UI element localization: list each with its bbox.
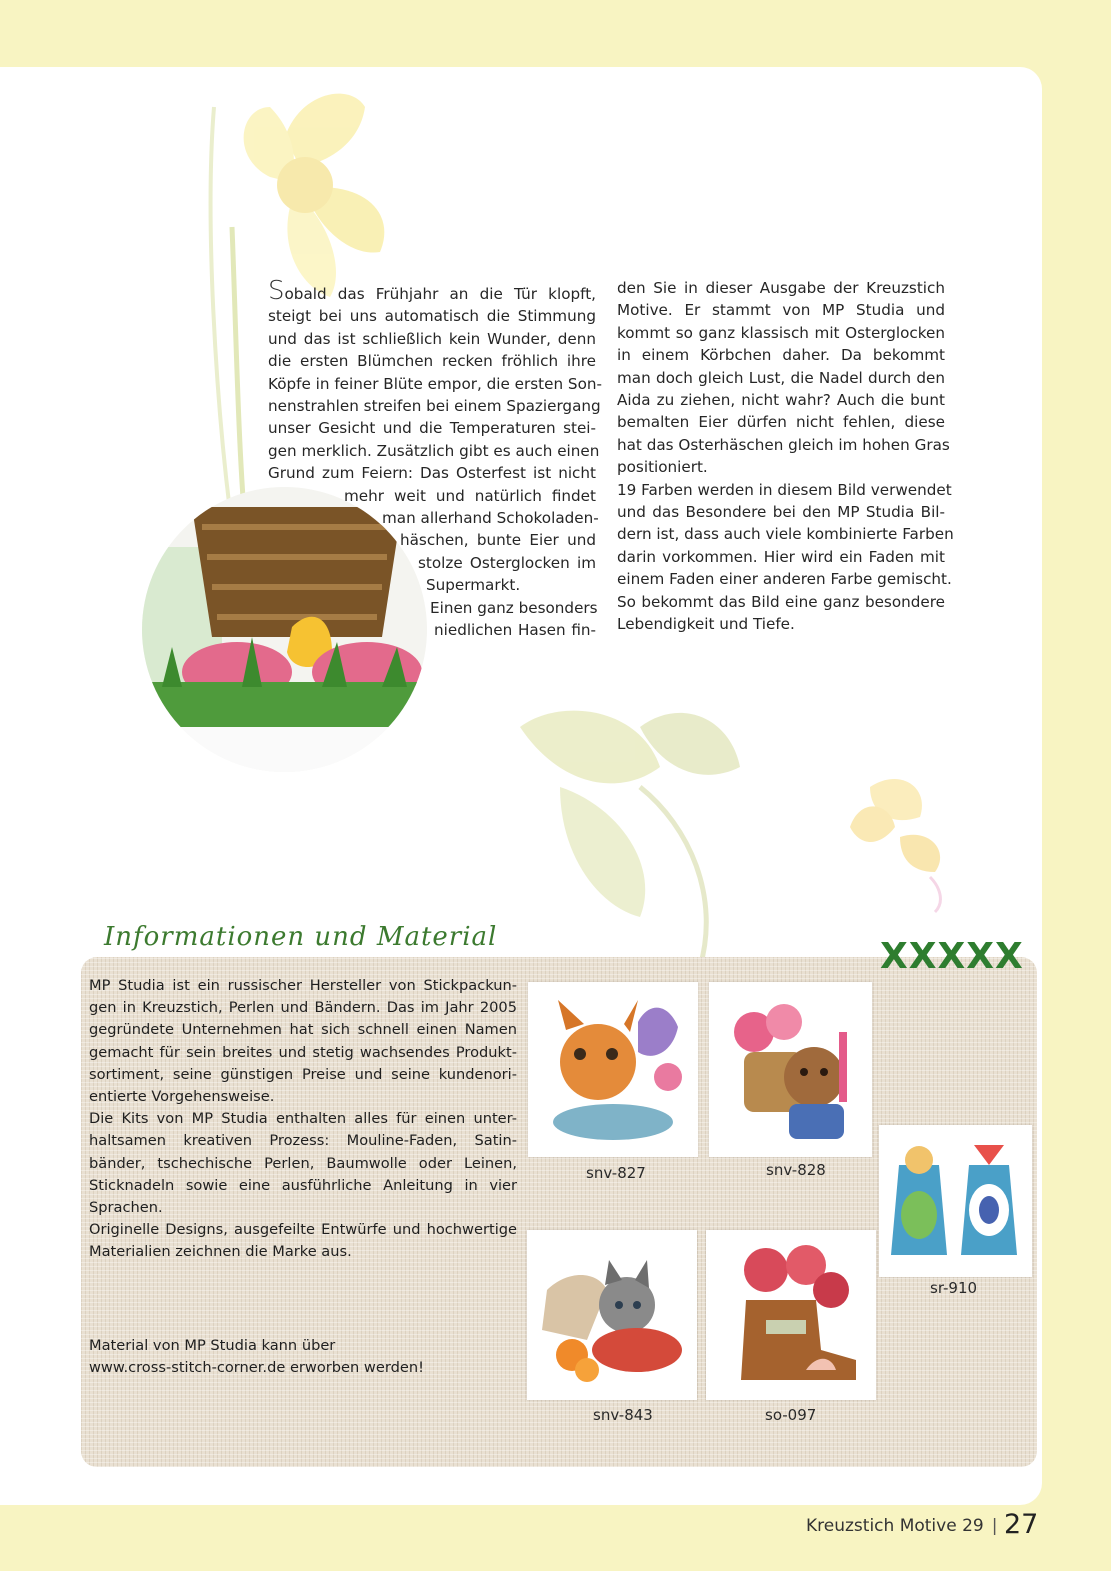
article-line: bemalten Eier dürfen nicht fehlen, diese — [617, 413, 945, 432]
info-line: Sprachen. — [89, 1199, 163, 1217]
footer-separator: | — [991, 1516, 998, 1536]
material-source-note — [89, 1335, 509, 1379]
article-line: Köpfe in feiner Blüte empor, die ersten Son- — [268, 374, 602, 393]
article-line: mehr weit und natürlich findet — [344, 486, 596, 505]
article-line: man allerhand Schokoladen- — [382, 509, 599, 528]
page-number: 27 — [1004, 1509, 1039, 1540]
info-line: gegründete Unternehmen hat sich schnell einen Namen — [89, 1021, 517, 1039]
boot-flowers-motif-image — [706, 1230, 876, 1400]
product-code-label: so-097 — [765, 1406, 817, 1424]
info-line: Materialien zeichnen die Marke aus. — [89, 1243, 352, 1261]
article-column-2 — [617, 277, 954, 636]
article-line: kommt so ganz klassisch mit Osterglocken — [617, 323, 945, 342]
kitten-motif-image — [527, 1230, 697, 1400]
product-code-label: snv-827 — [586, 1164, 646, 1182]
info-description — [89, 975, 517, 1264]
article-line: man doch gleich Lust, die Nadel durch den — [617, 368, 945, 387]
info-line: sortiment, seine günstigen Preise und seine kundenori- — [89, 1065, 517, 1083]
article-line-text: obald das Frühjahr an die Tür klopft, — [284, 285, 596, 303]
page-footer — [806, 1516, 1005, 1536]
article-line: einem Faden einer anderen Farbe gemischt. — [617, 570, 952, 589]
article-line: die ersten Blümchen recken fröhlich ihre — [268, 352, 596, 371]
article-line: dern ist, dass auch viele kombinierte Farben — [617, 525, 954, 544]
product-image-snv-827[interactable] — [528, 982, 698, 1157]
info-line: bänder, tschechische Perlen, Baumwolle oder Leinen, — [89, 1154, 517, 1172]
fox-motif-image — [528, 982, 698, 1157]
product-image-snv-843[interactable] — [527, 1230, 697, 1400]
article-line: stolze Osterglocken im — [418, 553, 596, 572]
article-line: nenstrahlen streifen bei einem Spaziergang — [268, 397, 601, 416]
article-line: und das ist schließlich kein Wunder, denn — [268, 329, 596, 348]
info-line: haltsamen kreativen Prozess: Mouline-Faden, Satin- — [89, 1132, 517, 1150]
article-line: So bekommt das Bild eine ganz besondere — [617, 592, 945, 611]
article-line: positioniert. — [617, 458, 708, 477]
article-line: gen merklich. Zusätzlich gibt es auch einen — [268, 441, 600, 460]
magazine-title: Kreuzstich Motive 29 — [806, 1516, 984, 1536]
article-line: in einem Körbchen daher. Da bekommt — [617, 346, 945, 365]
info-line: entierte Vorgehensweise. — [89, 1088, 275, 1106]
article-line — [268, 276, 596, 306]
product-image-snv-828[interactable] — [709, 982, 872, 1157]
difficulty-rating: XXXXX — [880, 936, 1024, 977]
article-line: hat das Osterhäschen gleich im hohen Gras — [617, 435, 950, 454]
article-line: Supermarkt. — [426, 576, 521, 595]
material-line: Material von MP Studia kann über — [89, 1337, 336, 1354]
info-section-title: Informationen und Material — [104, 922, 498, 952]
ornament-dolls-motif-image — [879, 1125, 1032, 1277]
article-line: den Sie in dieser Ausgabe der Kreuzstich — [617, 279, 945, 297]
article-line: unser Gesicht und die Temperaturen stei- — [268, 419, 596, 438]
article-line: 19 Farben werden in diesem Bild verwendet — [617, 480, 952, 499]
article-column-1 — [268, 276, 602, 642]
article-line: niedlichen Hasen fin- — [434, 621, 596, 640]
article-line: Lebendigkeit und Tiefe. — [617, 615, 795, 634]
article-line: Einen ganz besonders — [430, 598, 598, 617]
info-line: Originelle Designs, ausgefeilte Entwürfe und hochwertige — [89, 1221, 517, 1239]
article-line: darin vorkommen. Hier wird ein Faden mit — [617, 547, 945, 566]
article-line: und das Besondere bei den MP Studia Bil- — [617, 503, 945, 522]
product-image-sr-910[interactable] — [879, 1125, 1032, 1277]
info-line: gemacht für sein breites und stetig wachsendes Produkt- — [89, 1043, 517, 1061]
material-link[interactable]: www.cross-stitch-corner.de erworben werden! — [89, 1359, 424, 1377]
info-line: gen in Kreuzstich, Perlen und Bändern. Das im Jahr 2005 — [89, 999, 517, 1017]
article-line: Motive. Er stammt von MP Studia und — [617, 301, 945, 320]
article-line: häschen, bunte Eier und — [400, 531, 596, 550]
article-line: steigt bei uns automatisch die Stimmung — [268, 307, 596, 326]
article-line: Grund zum Feiern: Das Osterfest ist nicht — [268, 464, 596, 483]
bear-motif-image — [709, 982, 872, 1157]
product-code-label: snv-828 — [766, 1161, 826, 1179]
info-line: MP Studia ist ein russischer Hersteller von Stickpackun- — [89, 977, 517, 994]
product-code-label: snv-843 — [593, 1406, 653, 1424]
product-code-label: sr-910 — [930, 1279, 978, 1297]
drop-cap: S — [268, 276, 285, 306]
info-line: Sticknadeln sowie eine ausführliche Anleitung in vier — [89, 1176, 517, 1194]
product-image-so-097[interactable] — [706, 1230, 876, 1400]
info-line: Die Kits von MP Studia enthalten alles für einen unter- — [89, 1110, 517, 1128]
article-line: Aida zu ziehen, nicht wahr? Auch die bunt — [617, 391, 945, 410]
